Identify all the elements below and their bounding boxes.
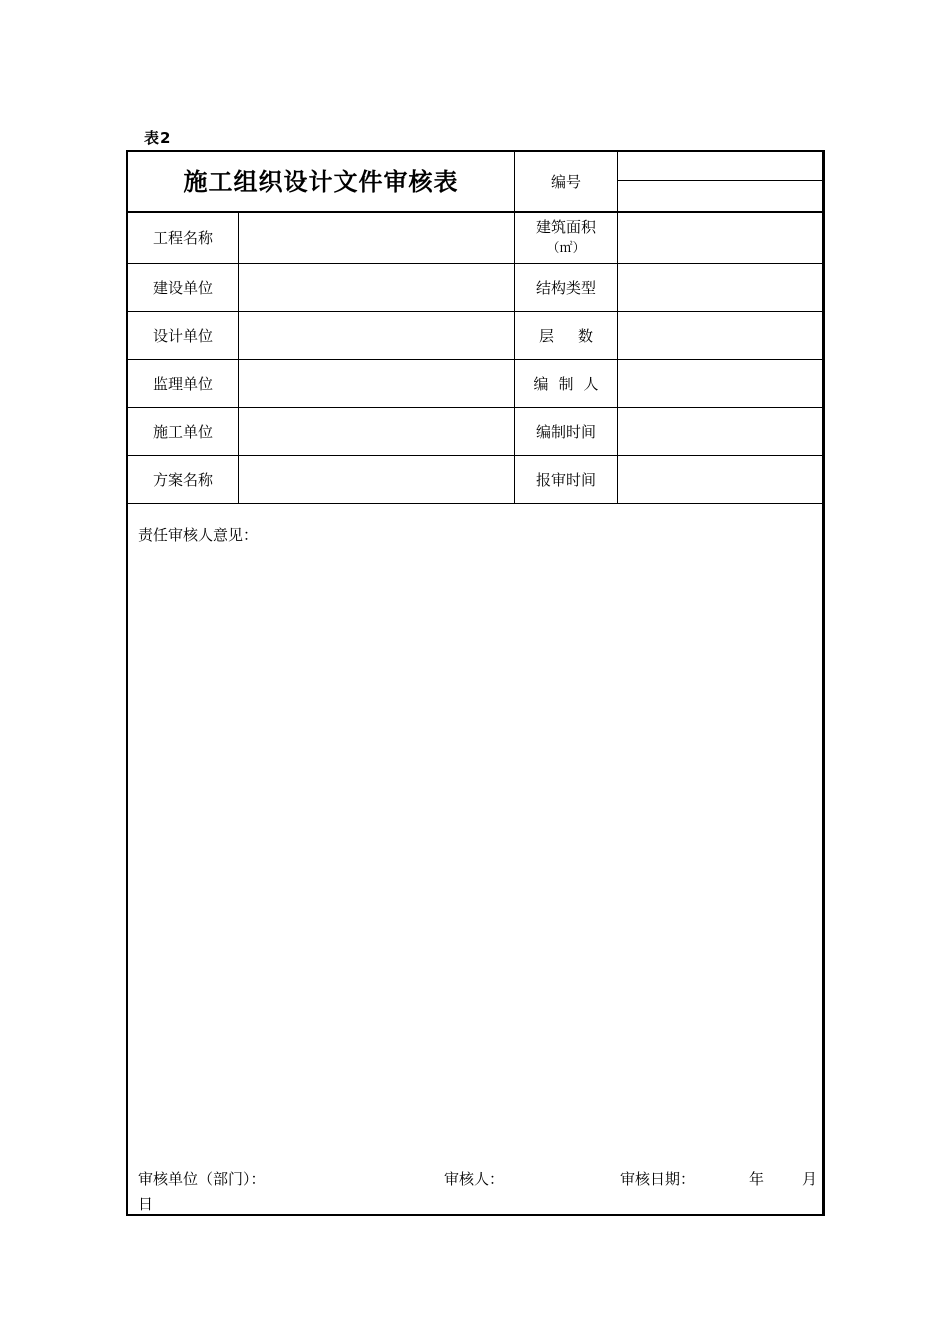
number-value-2[interactable]	[618, 181, 822, 211]
project-name-value[interactable]	[239, 213, 514, 263]
year-label: 年	[749, 1170, 765, 1188]
month-label: 月	[802, 1170, 818, 1188]
plan-name-label: 方案名称	[152, 470, 213, 489]
compiler-value[interactable]	[618, 360, 822, 407]
opinion-label: 责任审核人意见：	[138, 526, 259, 544]
design-unit-label: 设计单位	[152, 326, 213, 345]
compiler-label: 编制人	[533, 374, 609, 393]
floors-label: 层数	[539, 326, 618, 345]
day-label: 日	[138, 1195, 154, 1213]
floors-value[interactable]	[618, 312, 822, 359]
submit-time-value[interactable]	[618, 456, 822, 503]
building-area-label-text: 建筑面积	[535, 218, 596, 236]
review-footer	[138, 1168, 818, 1218]
building-area-label	[515, 213, 617, 263]
supervision-unit-label: 监理单位	[152, 374, 213, 393]
project-name-label: 工程名称	[152, 229, 213, 247]
review-form	[126, 150, 825, 1216]
submit-time-label: 报审时间	[535, 470, 596, 489]
review-date-label: 审核日期：	[620, 1170, 696, 1188]
reviewer-label: 审核人：	[444, 1170, 505, 1188]
owner-unit-label: 建设单位	[152, 278, 213, 297]
structure-type-value[interactable]	[618, 264, 822, 311]
number-label: 编号	[550, 172, 581, 191]
row-divider	[128, 503, 822, 504]
compile-time-value[interactable]	[618, 408, 822, 455]
owner-unit-value[interactable]	[239, 264, 514, 311]
building-area-value[interactable]	[618, 213, 822, 263]
number-value-1[interactable]	[618, 152, 822, 180]
design-unit-value[interactable]	[239, 312, 514, 359]
building-area-unit: （㎡）	[546, 241, 586, 256]
table-label: 表2	[144, 129, 172, 147]
construction-unit-value[interactable]	[239, 408, 514, 455]
plan-name-value[interactable]	[239, 456, 514, 503]
compile-time-label: 编制时间	[535, 422, 596, 441]
structure-type-label: 结构类型	[535, 278, 596, 297]
opinion-area[interactable]	[128, 552, 822, 1162]
review-unit-label: 审核单位（部门）：	[138, 1170, 266, 1188]
form-title: 施工组织设计文件审核表	[183, 167, 459, 196]
construction-unit-label: 施工单位	[152, 422, 213, 441]
supervision-unit-value[interactable]	[239, 360, 514, 407]
